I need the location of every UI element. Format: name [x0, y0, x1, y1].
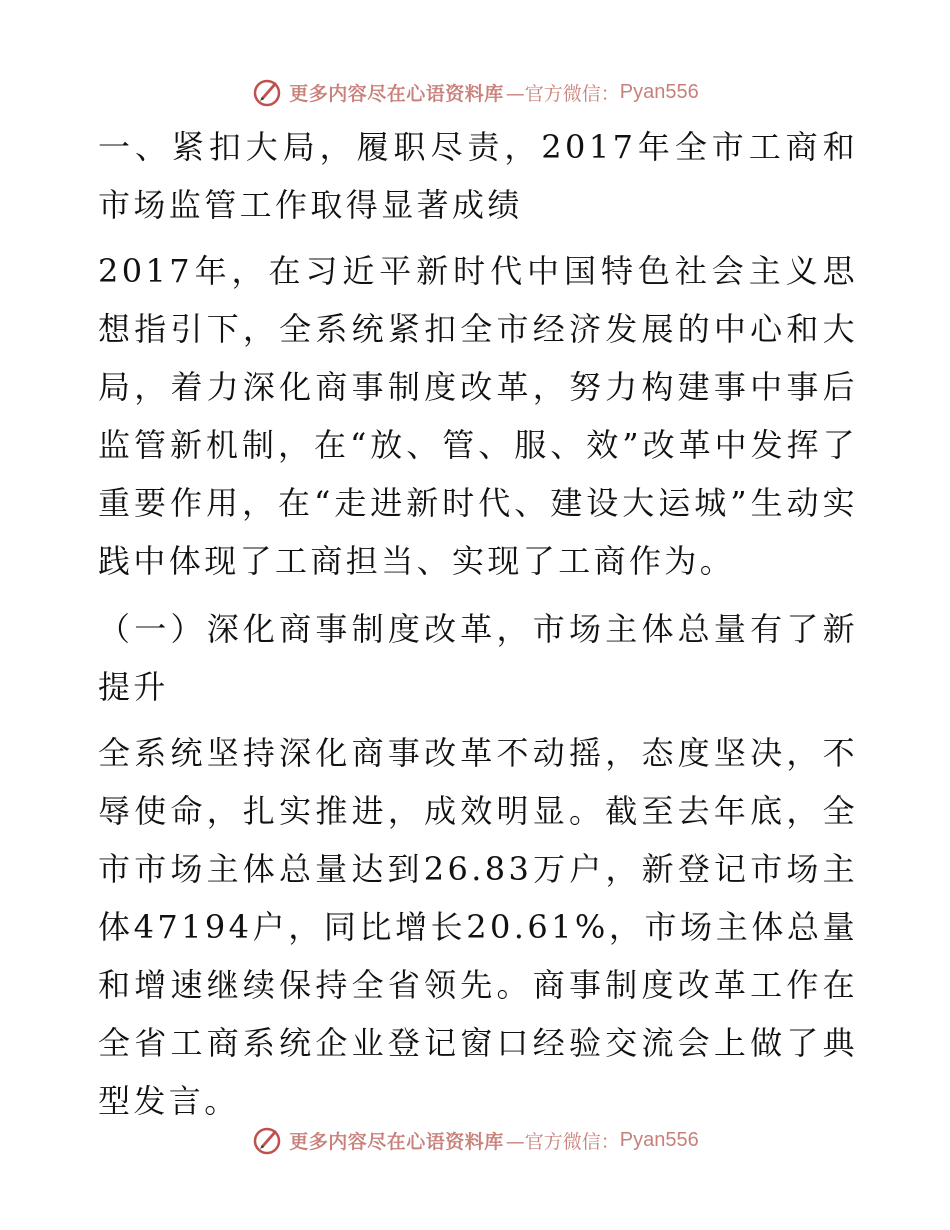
body-paragraph: 2017年，在习近平新时代中国特色社会主义思想指引下，全系统紧扣全市经济发展的中心和大局，着力深化商事制度改革，努力构建事中事后监管新机制，在“放、管、服、效”改革中发挥了重要作用，在“走进新时代、建设大运城”生动实践中体现了工商担当、实现了工商作为。: [98, 252, 858, 580]
watermark-banner-top: [0, 72, 950, 112]
quill-seal-icon: [251, 76, 283, 108]
watermark-brand-text: 更多内容尽在心语资料库: [289, 82, 504, 105]
section-heading: 一、紧扣大局，履职尽责，2017年全市工商和市场监管工作取得显著成绩: [98, 128, 858, 224]
quill-seal-icon: [251, 1124, 283, 1156]
watermark-separator-text: —官方微信：: [505, 1130, 620, 1153]
document-body: [98, 118, 858, 1140]
watermark-banner-bottom: [0, 1120, 950, 1160]
watermark-separator-text: —官方微信：: [505, 82, 620, 105]
watermark-wechat-id: Pyan556: [619, 80, 699, 103]
subsection-heading: （一）深化商事制度改革，市场主体总量有了新提升: [98, 610, 858, 706]
watermark-wechat-id: Pyan556: [619, 1128, 699, 1151]
body-paragraph: 全系统坚持深化商事改革不动摇，态度坚决，不辱使命，扎实推进，成效明显。截至去年底，全市市场主体总量达到26.83万户，新登记市场主体47194户，同比增长20.61%，市场主体总量和增速继续保持全省领先。商事制度改革工作在全省工商系统企业登记窗口经验交流会上做了典型发言。: [98, 734, 858, 1120]
watermark-brand-text: 更多内容尽在心语资料库: [289, 1130, 504, 1153]
